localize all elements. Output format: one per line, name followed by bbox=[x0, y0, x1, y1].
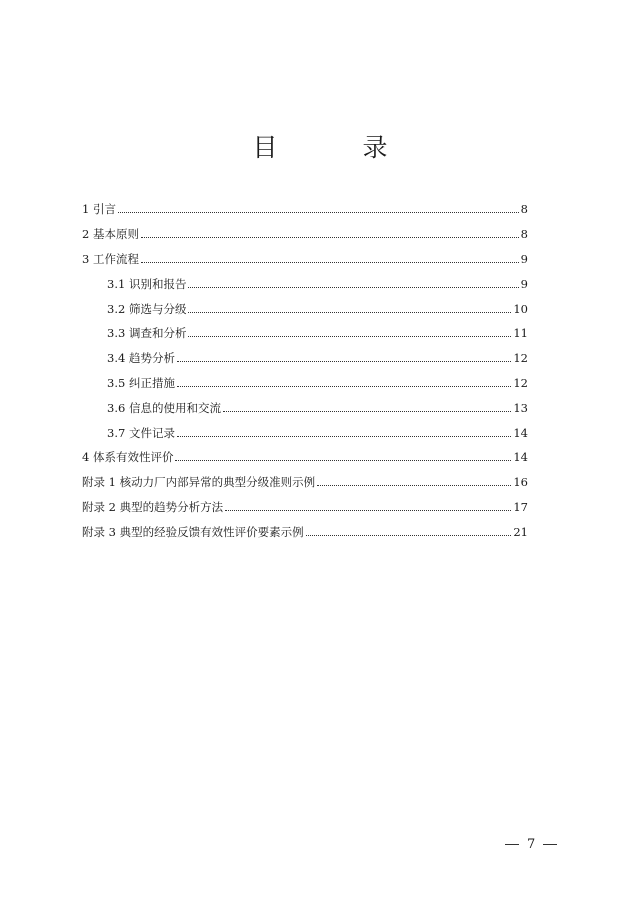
footer-dash-left bbox=[505, 844, 519, 845]
toc-page-number: 13 bbox=[513, 401, 528, 415]
toc-entry-label: 3.3 调查和分析 bbox=[107, 326, 187, 340]
toc-entry-appendix-1[interactable] bbox=[82, 469, 528, 489]
toc-leader-dots bbox=[188, 286, 518, 288]
toc-entry-2[interactable] bbox=[82, 221, 528, 241]
toc-entry-3-6[interactable] bbox=[107, 395, 528, 415]
toc-leader-dots bbox=[317, 484, 511, 486]
toc-leader-dots bbox=[175, 459, 511, 461]
toc-entry-1[interactable] bbox=[82, 196, 528, 216]
toc-entry-appendix-2[interactable] bbox=[82, 494, 528, 514]
toc-entry-label: 附录 2 典型的趋势分析方法 bbox=[82, 500, 224, 514]
toc-title: 目 录 bbox=[252, 133, 418, 162]
toc-entry-3-1[interactable] bbox=[107, 271, 528, 291]
toc-leader-dots bbox=[223, 410, 511, 412]
toc-leader-dots bbox=[177, 435, 511, 437]
toc-entry-label: 3.5 纠正措施 bbox=[107, 376, 175, 390]
toc-page-number: 17 bbox=[513, 500, 528, 514]
toc-leader-dots bbox=[188, 311, 511, 313]
toc-entry-3[interactable] bbox=[82, 246, 528, 266]
toc-entry-label: 1 引言 bbox=[82, 202, 116, 216]
toc-page-number: 9 bbox=[520, 252, 528, 266]
toc-page-number: 14 bbox=[513, 426, 528, 440]
toc-entry-label: 3.2 筛选与分级 bbox=[107, 302, 187, 316]
toc-page-number: 8 bbox=[520, 227, 528, 241]
toc-leader-dots bbox=[306, 534, 512, 536]
toc-entry-label: 附录 1 核动力厂内部异常的典型分级准则示例 bbox=[82, 475, 316, 489]
toc-leader-dots bbox=[177, 385, 511, 387]
toc-leader-dots bbox=[188, 335, 511, 337]
toc-page-number: 8 bbox=[520, 202, 528, 216]
page-number: 7 bbox=[527, 837, 536, 852]
toc-entry-label: 3.4 趋势分析 bbox=[107, 351, 175, 365]
toc-entry-label: 附录 3 典型的经验反馈有效性评价要素示例 bbox=[82, 525, 304, 539]
toc-page-number: 21 bbox=[513, 525, 528, 539]
toc-entry-3-5[interactable] bbox=[107, 370, 528, 390]
toc-leader-dots bbox=[225, 509, 511, 511]
toc-page-number: 16 bbox=[513, 475, 528, 489]
toc-leader-dots bbox=[141, 261, 519, 263]
footer-dash-right bbox=[543, 844, 557, 845]
toc-entry-label: 2 基本原则 bbox=[82, 227, 139, 241]
toc-leader-dots bbox=[177, 360, 511, 362]
toc-entry-label: 3.6 信息的使用和交流 bbox=[107, 401, 221, 415]
toc-entry-3-3[interactable] bbox=[107, 320, 528, 340]
toc-entry-3-4[interactable] bbox=[107, 345, 528, 365]
toc-entry-label: 3.1 识别和报告 bbox=[107, 277, 187, 291]
toc-leader-dots bbox=[118, 211, 519, 213]
toc-page-number: 10 bbox=[513, 302, 528, 316]
toc-page-number: 12 bbox=[513, 376, 528, 390]
toc-entry-4[interactable] bbox=[82, 444, 528, 464]
toc-page-number: 11 bbox=[513, 326, 528, 340]
toc-leader-dots bbox=[141, 236, 519, 238]
toc-page-number: 9 bbox=[520, 277, 528, 291]
toc-entry-3-2[interactable] bbox=[107, 296, 528, 316]
toc-entry-label: 3.7 文件记录 bbox=[107, 426, 175, 440]
toc-entry-label: 3 工作流程 bbox=[82, 252, 139, 266]
toc-page-number: 12 bbox=[513, 351, 528, 365]
toc-page-number: 14 bbox=[513, 450, 528, 464]
toc-entry-3-7[interactable] bbox=[107, 420, 528, 440]
toc-entry-label: 4 体系有效性评价 bbox=[82, 450, 174, 464]
page-footer bbox=[497, 837, 565, 852]
toc-entry-appendix-3[interactable] bbox=[82, 519, 528, 539]
